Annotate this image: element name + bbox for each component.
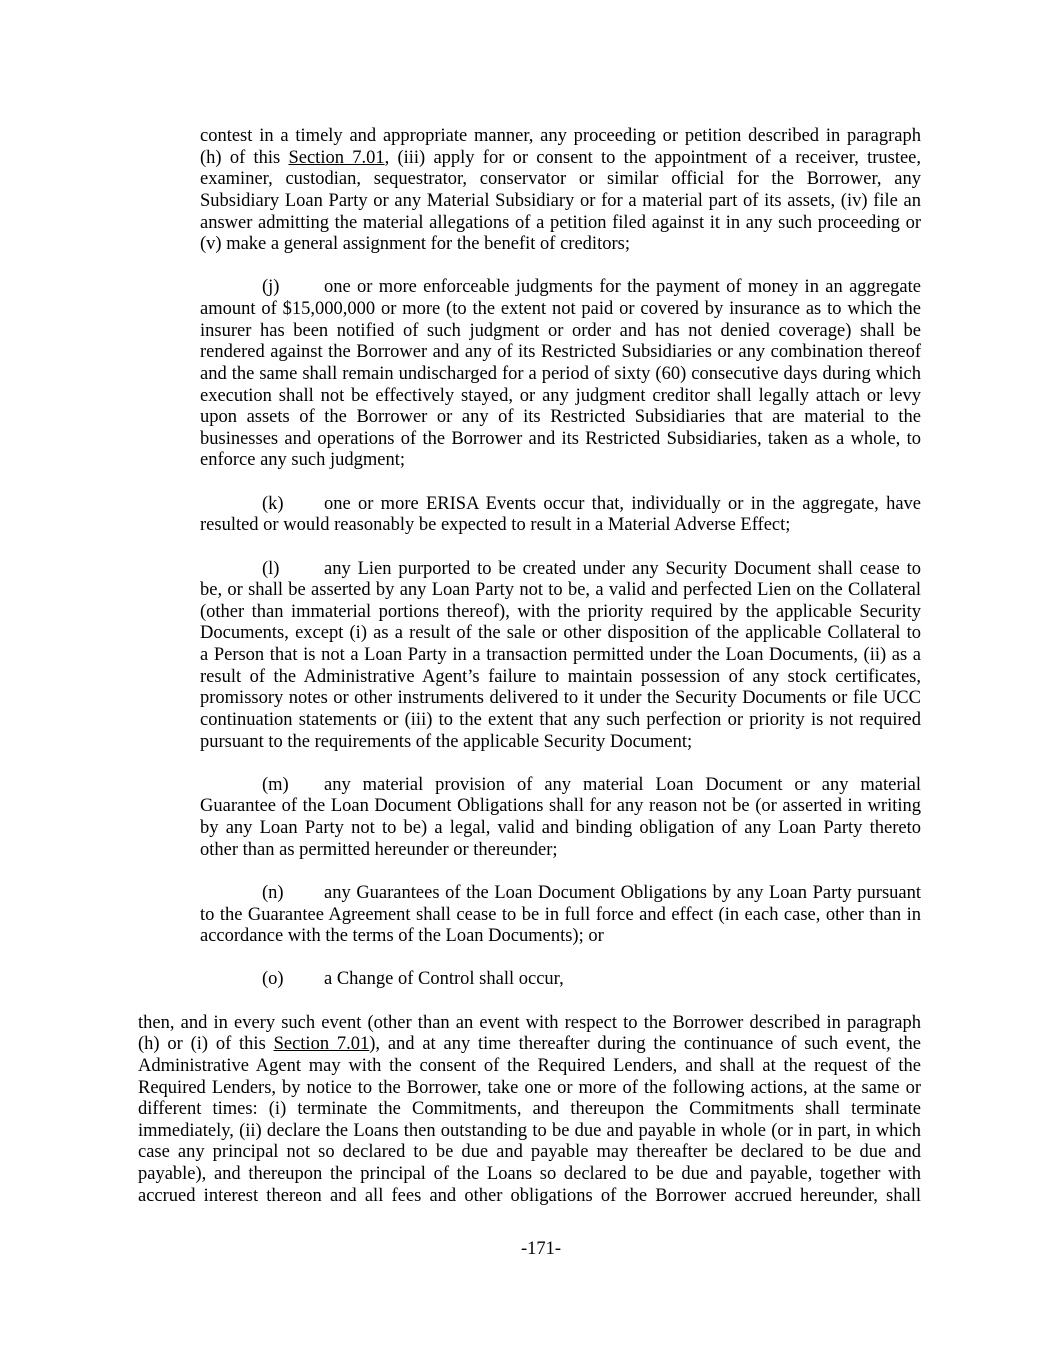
- document-line: [138, 1099, 921, 1121]
- clause-k: [0, 494, 1055, 537]
- line-text: accordance with the terms of the Loan Documents); or: [200, 926, 604, 947]
- line-text: (h) of this: [200, 147, 289, 168]
- line-text: one or more ERISA Events occur that, individually or in the aggregate, have: [324, 493, 921, 514]
- line-text: and the same shall remain undischarged for a period of sixty (60) consecutive days during which: [200, 363, 921, 384]
- document-line: [200, 386, 921, 408]
- document-line: [138, 1013, 921, 1035]
- line-text: be, or shall be asserted by any Loan Party not to be, a valid and perfected Lien on the Collateral: [200, 580, 921, 601]
- line-text: payable), and thereupon the principal of the Loans so declared to be due and payable, together with: [138, 1164, 921, 1184]
- document-line: [200, 623, 921, 645]
- line-text: enforce any such judgment;: [200, 450, 405, 471]
- line-text: pursuant to the requirements of the applicable Security Document;: [200, 731, 693, 752]
- line-text: Subsidiary Loan Party or any Material Subsidiary or for a material part of its assets, (iv) file an: [200, 190, 921, 211]
- line-text: Documents, except (i) as a result of the sale or other disposition of the applicable Collateral to: [200, 623, 921, 644]
- document-line: [138, 1121, 921, 1143]
- document-line: [138, 1142, 921, 1164]
- line-text: businesses and operations of the Borrower and its Restricted Subsidiaries, taken as a whole, to: [200, 428, 921, 449]
- line-text: one or more enforceable judgments for the payment of money in an aggregate: [324, 277, 921, 298]
- document-line: [200, 429, 921, 451]
- document-line: [200, 818, 921, 840]
- paragraph-intro: [0, 126, 1055, 256]
- line-text: result of the Administrative Agent’s failure to maintain possession of any stock certificates,: [200, 666, 921, 687]
- line-text: Administrative Agent may with the consent of the Required Lenders, and shall at the request of the: [138, 1055, 921, 1076]
- document-line: [200, 342, 921, 364]
- line-text: execution shall not be effectively stayed, or any judgment creditor shall legally attach or levy: [200, 385, 921, 406]
- clause-n: [0, 883, 1055, 948]
- line-text: Required Lenders, by notice to the Borrower, take one or more of the following actions, at the same or: [138, 1077, 921, 1098]
- section-reference: Section 7.01: [273, 1034, 370, 1055]
- clause-label: (j): [262, 277, 280, 298]
- document-line: [138, 1186, 921, 1208]
- line-text: rendered against the Borrower and any of its Restricted Subsidiaries or any combination thereof: [200, 342, 921, 363]
- line-text: resulted or would reasonably be expected to result in a Material Adverse Effect;: [200, 515, 791, 536]
- line-text: to the Guarantee Agreement shall cease to be in full force and effect (in each case, other than in: [200, 904, 921, 925]
- document-line: [200, 969, 921, 991]
- clause-m: [0, 775, 1055, 862]
- line-text: any Lien purported to be created under any Security Document shall cease to: [324, 558, 921, 579]
- clause-label: (m): [262, 774, 289, 795]
- document-line: [200, 796, 921, 818]
- section-reference: Section 7.01: [288, 147, 385, 168]
- clause-label: (k): [262, 493, 284, 514]
- line-text: a Change of Control shall occur,: [324, 969, 564, 990]
- line-text: examiner, custodian, sequestrator, conservator or similar official for the Borrower, any: [200, 169, 921, 190]
- document-line: [200, 602, 921, 624]
- document-line: [200, 559, 921, 581]
- document-line: [200, 645, 921, 667]
- paragraph-closing: [0, 1013, 1055, 1208]
- line-text: promissory notes or other instruments delivered to it under the Security Documents or file UCC: [200, 688, 921, 709]
- document-line: [200, 840, 921, 862]
- line-text: any Guarantees of the Loan Document Obligations by any Loan Party pursuant: [324, 882, 921, 903]
- line-text: ), and at any time thereafter during the continuance of such event, the: [369, 1034, 921, 1055]
- line-text: any material provision of any material Loan Document or any material: [324, 774, 921, 795]
- document-line: [200, 234, 921, 256]
- line-text: other than as permitted hereunder or thereunder;: [200, 839, 558, 860]
- line-text: (other than immaterial portions thereof), with the priority required by the applicable Security: [200, 601, 921, 622]
- clause-l: [0, 559, 1055, 754]
- clause-label: (o): [262, 969, 284, 990]
- line-text: , (iii) apply for or consent to the appointment of a receiver, trustee,: [384, 147, 922, 168]
- clause-label: (n): [262, 882, 284, 903]
- document-line: [200, 191, 921, 213]
- document-line: [200, 450, 921, 472]
- line-text: amount of $15,000,000 or more (to the extent not paid or covered by insurance as to which the: [200, 299, 921, 319]
- document-line: [200, 213, 921, 235]
- document-line: [200, 321, 921, 343]
- document-line: [200, 407, 921, 429]
- document-line: [200, 732, 921, 754]
- line-text: answer admitting the material allegations of a petition filed against it in any such proceeding or: [200, 212, 921, 233]
- line-text: upon assets of the Borrower or any of its Restricted Subsidiaries that are material to the: [200, 407, 921, 428]
- line-text: then, and in every such event (other than an event with respect to the Borrower described in paragraph: [138, 1012, 921, 1033]
- clause-label: (l): [262, 558, 280, 579]
- document-line: [200, 126, 921, 148]
- document-line: [138, 1056, 921, 1078]
- line-text: a Person that is not a Loan Party in a transaction permitted under the Loan Documents, (ii) as a: [200, 645, 921, 665]
- line-text: insurer has been notified of such judgment or order and has not denied coverage) shall be: [200, 320, 921, 341]
- clause-j: [0, 277, 1055, 472]
- document-line: [200, 515, 921, 537]
- document-line: [200, 883, 921, 905]
- clause-o: [0, 969, 1055, 991]
- document-line: [200, 905, 921, 927]
- document-line: [200, 299, 921, 321]
- document-body: [0, 126, 1055, 1207]
- document-line: [200, 775, 921, 797]
- document-line: [200, 169, 921, 191]
- document-line: [200, 277, 921, 299]
- document-line: [138, 1164, 921, 1186]
- line-text: different times: (i) terminate the Commitments, and thereupon the Commitments shall terminate: [138, 1099, 921, 1120]
- document-line: [138, 1078, 921, 1100]
- page-number: -171-: [520, 1239, 562, 1259]
- document-line: [200, 926, 921, 948]
- line-text: (h) or (i) of this: [138, 1034, 274, 1055]
- document-line: [200, 148, 921, 170]
- line-text: Guarantee of the Loan Document Obligations shall for any reason not be (or asserted in writing: [200, 796, 921, 817]
- line-text: immediately, (ii) declare the Loans then outstanding to be due and payable in whole (or in part, in which: [138, 1120, 921, 1141]
- document-line: [200, 667, 921, 689]
- document-line: [200, 710, 921, 732]
- document-line: [200, 688, 921, 710]
- document-line: [138, 1034, 921, 1056]
- document-line: [200, 364, 921, 386]
- line-text: continuation statements or (iii) to the extent that any such perfection or priority is not required: [200, 709, 921, 730]
- line-text: case any principal not so declared to be due and payable may thereafter be declared to be due and: [138, 1142, 921, 1163]
- document-line: [200, 494, 921, 516]
- line-text: (v) make a general assignment for the benefit of creditors;: [200, 234, 630, 255]
- line-text: by any Loan Party not to be) a legal, valid and binding obligation of any Loan Party thereto: [200, 818, 921, 838]
- line-text: contest in a timely and appropriate manner, any proceeding or petition described in paragraph: [200, 126, 921, 146]
- document-line: [200, 580, 921, 602]
- line-text: accrued interest thereon and all fees and other obligations of the Borrower accrued hereunder, shall: [138, 1185, 921, 1206]
